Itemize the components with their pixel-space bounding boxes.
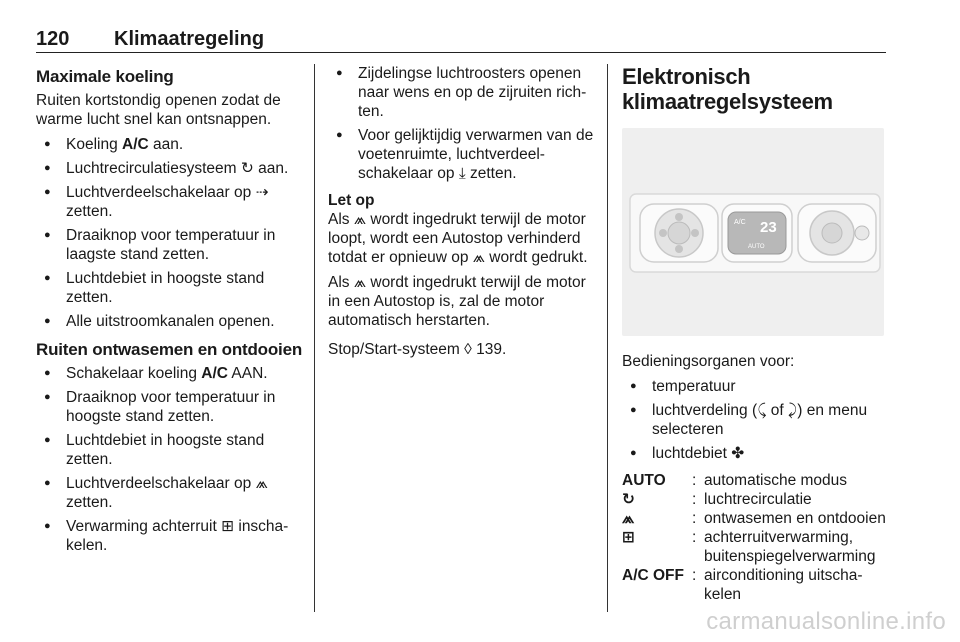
watermark: carmanualsonline.info [706,608,946,635]
note-paragraph-1: Als ⩕ wordt ingedrukt terwijl de motor loopt, wordt een Autostop verhinderd totdat er opnieuw op ⩕ wordt gedrukt. [328,211,588,266]
list-item: ● Draaiknop voor temperatuur in hoogste stand zetten. [36,388,302,426]
list-item: ● Schakelaar koeling A/C AAN. [36,364,302,383]
section-heading-max-cooling: Maximale koeling [36,67,174,86]
list-item: ● Luchtdebiet in hoogste stand zetten. [36,431,302,469]
defrost-icon: ⩕ [353,211,367,228]
footwell-distribution-icon: ⤓ [458,165,466,182]
note-paragraph-2: Als ⩕ wordt ingedrukt terwijl de motor in een Autostop is, zal de motor automatisch herstarten. [328,274,586,329]
column-1 [36,64,302,563]
defrost-list-continued [328,64,594,183]
panel-auto-label: AUTO [748,244,765,250]
controls-intro: Bedieningsorganen voor: [622,353,795,370]
column-divider-1 [314,64,315,612]
control-panel-illustration [622,128,884,336]
definition-row: A/C OFF : airconditioning uitscha-kelen [622,567,863,603]
fan-icon: ✤ [731,445,745,462]
column-3 [622,64,888,604]
definition-row: ↻ : luchtrecirculatie [622,491,812,508]
column-divider-2 [607,64,608,612]
defrost-icon: ⩕ [472,249,485,266]
list-item: ● Voor gelijktijdig verwarmen van de voetenruimte, luchtverdeel-schakelaar op ⤓ zetten. [328,126,594,183]
list-item: ● luchtdebiet ✤ [622,444,888,463]
list-item: ● Zijdelingse luchtroosters openen naar wens en op de zijruiten rich-ten. [328,64,594,121]
note-heading: Let op [328,192,375,209]
button-definitions [622,471,888,604]
defrost-icon: ⩕ [353,274,367,291]
list-item: ● Draaiknop voor temperatuur in laagste stand zetten. [36,226,302,264]
list-item: ● Koeling A/C aan. [36,135,302,154]
list-item: ● temperatuur [622,377,888,396]
stop-start-reference[interactable]: Stop/Start-systeem ◊ 139. [328,341,507,358]
distribution-left-icon: ⤹ [757,402,767,419]
intro-paragraph: Ruiten kortstondig openen zodat de warme lucht snel kan ontsnappen. [36,92,281,128]
section-heading-electronic-climate: Elektronisch klimaatregelsysteem [622,64,833,114]
list-item: ● Luchtverdeelschakelaar op ⩕ zetten. [36,474,302,512]
panel-temperature-readout: 23 [760,219,777,236]
list-item: ● luchtverdeling (⤹ of ⤸) en menu selecteren [622,401,888,439]
list-item: ● Luchtrecirculatiesysteem ↻ aan. [36,159,302,178]
controls-list [622,377,888,463]
distribution-right-icon: ⤸ [787,402,798,419]
defrost-icon: ⩕ [255,475,268,492]
climate-control-panel-image [622,128,884,336]
defrost-list [36,364,302,555]
definition-row: ⊞ : achterruitverwarming, buitenspiegelverwarming [622,529,876,565]
list-item: ● Alle uitstroomkanalen openen. [36,312,302,331]
defrost-icon: ⩕ [622,510,635,527]
section-heading-defrost: Ruiten ontwasemen en ontdooien [36,340,303,359]
list-item: ● Luchtverdeelschakelaar op ⇢ zetten. [36,183,302,221]
max-cooling-list [36,135,302,331]
rear-window-heater-icon: ⊞ [221,518,235,535]
page-number: 120 [36,28,70,50]
recirculation-icon: ↻ [240,160,254,177]
recirculation-icon: ↻ [622,491,635,508]
panel-ac-label: A/C [734,219,746,226]
rear-window-heater-icon: ⊞ [622,529,635,546]
air-distribution-icon: ⇢ [255,184,269,201]
page-reference-icon: ◊ [464,341,472,358]
list-item: ● Luchtdebiet in hoogste stand zetten. [36,269,302,307]
definition-row: ⩕ : ontwasemen en ontdooien [622,510,886,527]
list-item: ● Verwarming achterruit ⊞ inscha-kelen. [36,517,302,555]
column-2 [328,64,594,365]
chapter-title: Klimaatregeling [114,28,265,50]
definition-row: AUTO : automatische modus [622,472,848,489]
page-header [36,26,886,53]
